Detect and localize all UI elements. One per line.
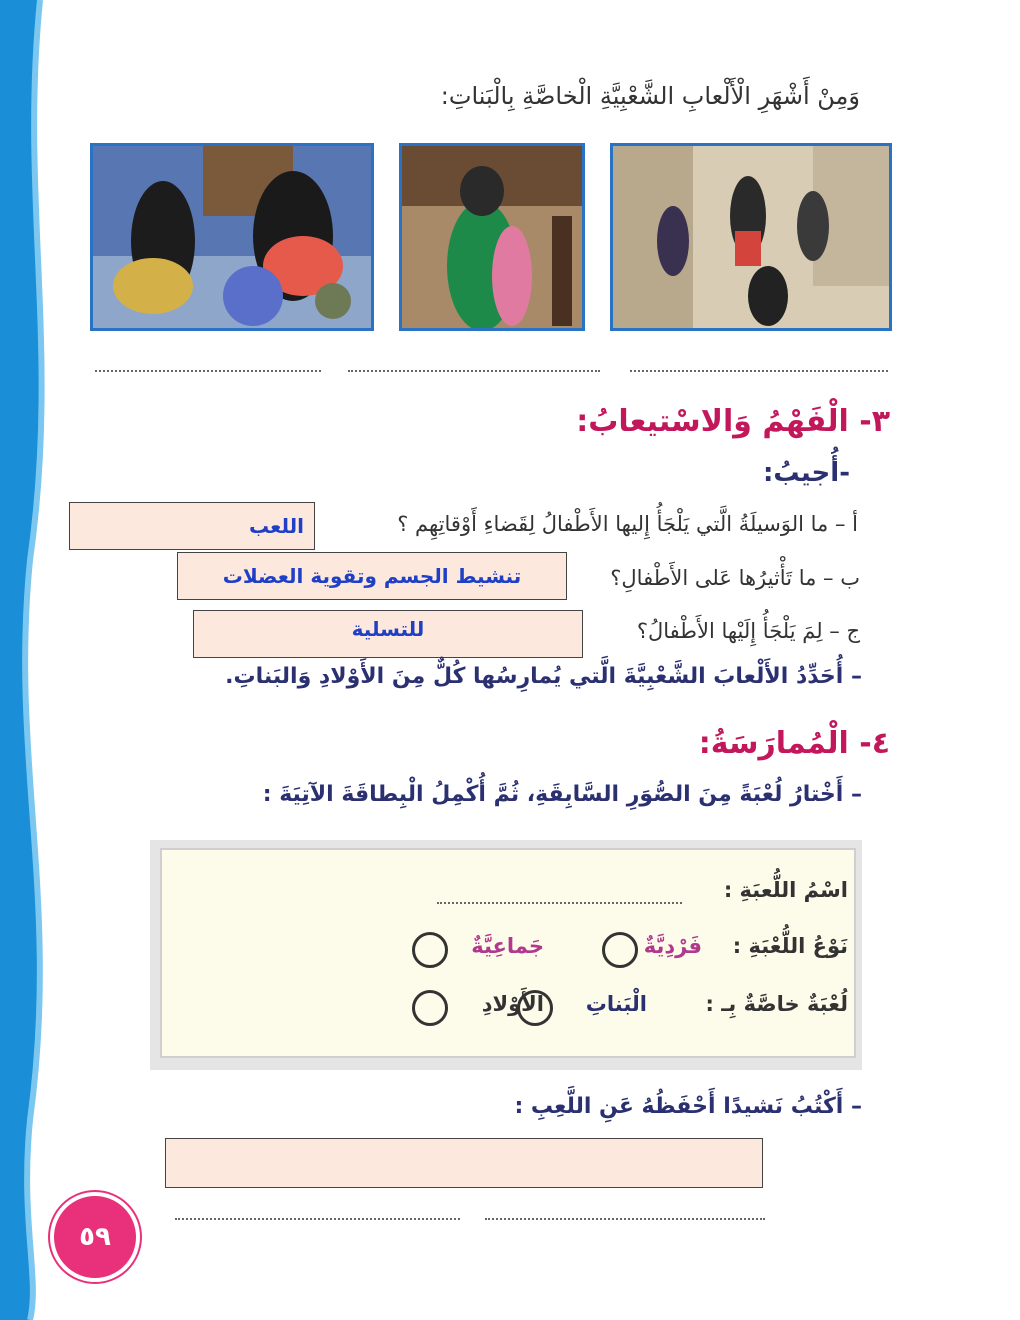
type-individual-label: فَرْدِيَّةٌ (643, 934, 702, 958)
section3-heading: ٣- الْفَهْمُ وَالاسْتيعابُ: (576, 404, 890, 439)
boys-circle[interactable] (412, 990, 448, 1026)
song-prompt: – أَكْتُبُ نَشيدًا أَحْفَظُهُ عَنِ اللَّعِبِ : (514, 1094, 862, 1119)
dotted-line (95, 370, 321, 372)
game-card (160, 848, 856, 1058)
card-type-label: نَوْعُ اللُّعْبَةِ : (732, 934, 848, 958)
type-group-label: جَماعِيَّةٌ (471, 934, 544, 958)
question-b: ب – ما تَأْثيرُها عَلى الأَطْفالِ؟ (610, 566, 860, 590)
photo-green-dress (399, 143, 585, 331)
dotted-line[interactable] (175, 1218, 460, 1220)
girls-label: الْبَناتِ (585, 992, 647, 1016)
intro-text: وَمِنْ أَشْهَرِ الْأَلْعابِ الشَّعْبِيَّةِ الْخاصَّةِ بِالْبَناتِ: (440, 82, 860, 110)
blue-side-band (0, 0, 90, 1320)
question-a: أ – ما الوَسيلَةُ الَّتي يَلْجَأُ إِليها الأَطْفالُ لِقَضاءِ أَوْقاتِهِم ؟ (397, 512, 858, 536)
section4-heading: ٤- الْمُمارَسَةُ: (698, 726, 890, 761)
page-number: ٥٩ (79, 1222, 111, 1252)
dotted-line (630, 370, 888, 372)
card-name-label: اسْمُ اللُّعبَةِ : (723, 878, 848, 902)
answer-label: -أُجيبُ: (763, 458, 850, 488)
photo-seated-game (90, 143, 374, 331)
photo-walking-alley (610, 143, 892, 331)
boys-label: الأَوْلادِ (481, 992, 544, 1016)
card-name-line[interactable] (437, 902, 682, 904)
page-number-badge (50, 1192, 140, 1282)
answer-box-b[interactable]: تنشيط الجسم وتقوية العضلات (177, 552, 567, 600)
type-individual-circle[interactable] (602, 932, 638, 968)
answer-box-a[interactable]: اللعب (69, 502, 315, 550)
question-c: ج – لِمَ يَلْجَأُ إِلَيْها الأَطْفالُ؟ (636, 619, 860, 643)
section4-instruction: – أَخْتارُ لُعْبَةً مِنَ الصُّوَرِ السَّابِقَةِ، ثُمَّ أُكْمِلُ الْبِطاقَةَ الآتِيَةَ : (262, 782, 862, 807)
section3-task: – أُحَدِّدُ الأَلْعابَ الشَّعْبِيَّةَ الَّتي يُمارِسُها كُلٌّ مِنَ الأَوْلادِ وَالبَناتِ. (225, 664, 862, 689)
answer-box-c[interactable]: للتسلية (193, 610, 583, 658)
type-group-circle[interactable] (412, 932, 448, 968)
dotted-line (348, 370, 600, 372)
card-special-label: لُعْبَةٌ خاصَّةٌ بِـ : (705, 992, 848, 1016)
song-answer-box[interactable] (165, 1138, 763, 1188)
dotted-line[interactable] (485, 1218, 765, 1220)
